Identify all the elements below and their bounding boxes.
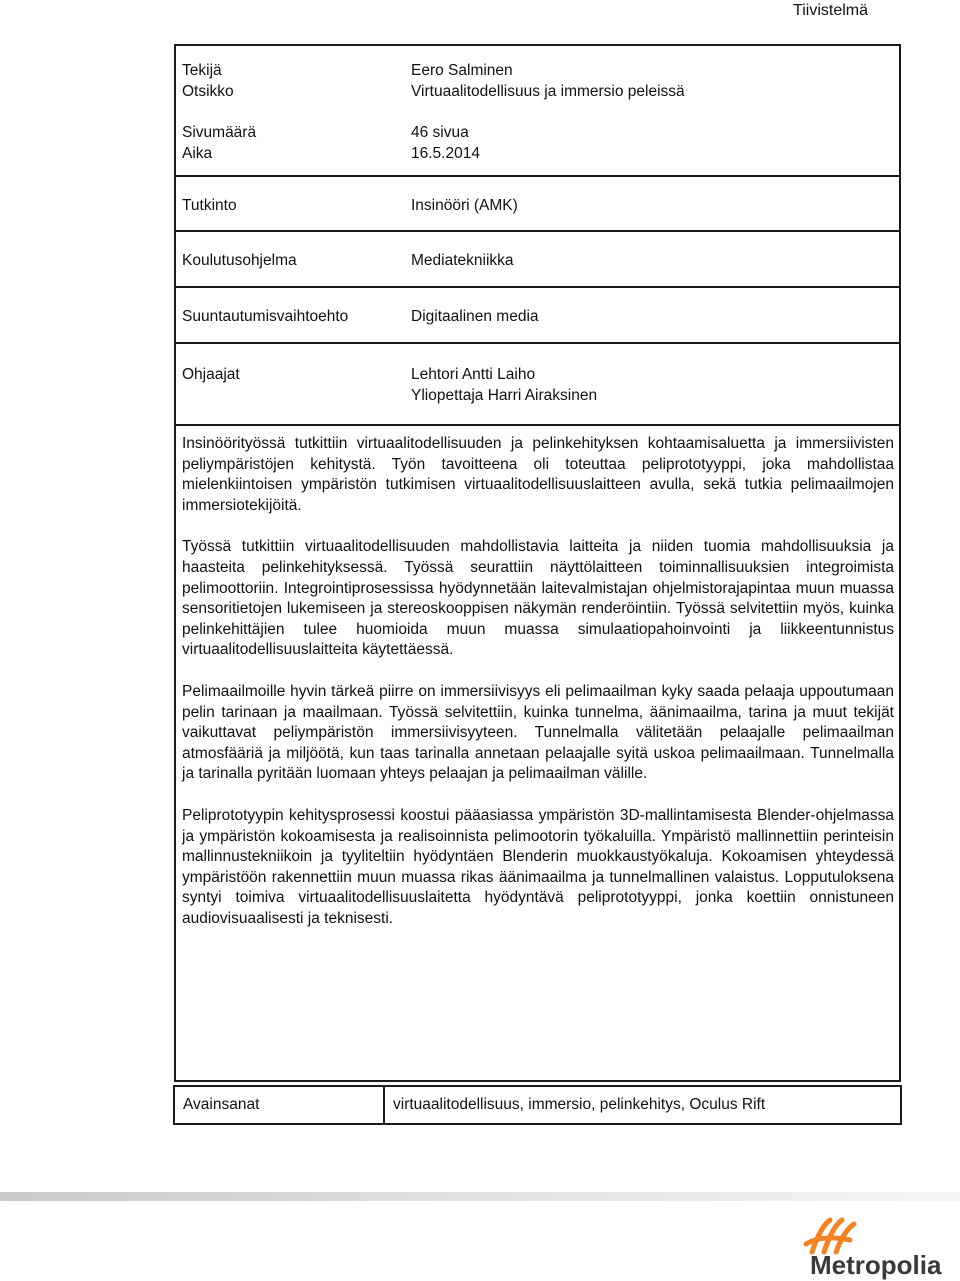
divider [174, 342, 901, 344]
keywords-value: virtuaalitodellisuus, immersio, pelinkehitys, Oculus Rift [393, 1096, 766, 1113]
programme-row [182, 250, 894, 271]
specialisation-row [182, 306, 894, 327]
date-label: Aika [182, 145, 213, 162]
metadata-block [182, 60, 894, 164]
degree-value: Insinööri (AMK) [411, 197, 518, 214]
pages-label: Sivumäärä [182, 124, 257, 141]
programme-label: Koulutusohjelma [182, 252, 297, 269]
abstract-paragraph: Työssä tutkittiin virtuaalitodellisuuden mahdollistavia laitteita ja niiden tuomia mahdollisuuksia ja haasteita pelinkehityksessä. Työssä seurattiin näyttölaitteen toiminnallisuuksien integroimista pelimoottoriin. Integrointiprosessissa hyödynnetään laitevalmistajan ohjelmistorajapintaa muun muassa sensoritietojen lukemiseen ja stereoskooppisen näkymän renderöintiin. Työssä selvitettiin myös, kuinka pelinkehittäjien tulee huomioida muun muassa simulaatiopahoinvointi ja liikkeentunnistus virtuaalitodellisuuslaitteita käytettäessä. [182, 538, 894, 659]
degree-row [182, 195, 894, 216]
abstract-paragraph: Pelimaailmoille hyvin tärkeä piirre on immersiivisyys eli pelimaailman kyky saada pelaaja uppoutumaan pelin tarinaan ja maailmaan. Työssä selvitettiin, kuinka tunnelma, äänimaailma, tarina ja muut tekijät vaikuttavat peliympäristön immersiivisyyteen. Tunnelmalla välitetään pelaajalle pelimaailman atmosfääriä ja miljöötä, kun taas tarinalla annetaan pelaajalle syitä uskoa pelimaailmaan. Tunnelmalla ja tarinalla pyritään luomaan yhteys pelaajan ja pelimaailman välille. [182, 682, 894, 783]
page-header-title: Tiivistelmä [793, 2, 868, 19]
divider [174, 175, 901, 177]
instructor-1: Lehtori Antti Laiho [411, 366, 536, 383]
abstract-paragraph: Peliprototyypin kehitysprosessi koostui pääasiassa ympäristön 3D-mallintamisesta Blender-ohjelmassa ja ympäristön kokoamisesta ja realisoinnista pelimootorin työkaluilla. Ympäristö mallinnettiin perinteisin mallinnustekniikoin ja tyyliteltiin hyödyntäen Blenderin muokkaustyökaluja. Kokoamisen yhteydessä ympäristöön rakennettiin muun muassa rikas äänimaailma ja tunnelmallinen valaistus. Lopputuloksena syntyi toimiva virtuaalitodellisuuslaitetta hyödyntävä peliprototyyppi, jonka koettiin onnistuneen audiovisuaalisesti ja teknisesti. [182, 806, 894, 927]
specialisation-value: Digitaalinen media [411, 308, 539, 325]
author-value: Eero Salminen [411, 62, 513, 79]
degree-label: Tutkinto [182, 197, 237, 214]
instructors-label: Ohjaajat [182, 366, 240, 383]
instructor-2: Yliopettaja Harri Airaksinen [411, 387, 598, 404]
author-label: Tekijä [182, 62, 222, 79]
pages-value: 46 sivua [411, 124, 469, 141]
date-value: 16.5.2014 [411, 145, 480, 162]
divider [174, 424, 901, 426]
abstract-body [182, 434, 894, 950]
logo-text: Metropolia [810, 1250, 942, 1280]
instructors-row [182, 364, 894, 406]
title-label: Otsikko [182, 83, 234, 100]
abstract-paragraph: Insinöörityössä tutkittiin virtuaalitodellisuuden ja pelinkehityksen kohtaamisaluetta ja immersiivisten peliympäristöjen kehitystä. Työn tavoitteena oli toteuttaa peliprototyyppi, joka mahdollistaa mielenkiintoisen ympäristön tutkimisen virtuaalitodellisuuslaitteen avulla, sekä tutkia pelimaailmojen immersiotekijöitä. [182, 435, 894, 514]
divider [174, 286, 901, 288]
programme-value: Mediatekniikka [411, 252, 514, 269]
title-value: Virtuaalitodellisuus ja immersio peleissä [411, 83, 685, 100]
keywords-label: Avainsanat [175, 1087, 385, 1123]
keywords-box [173, 1085, 902, 1125]
footer-rule [0, 1192, 960, 1201]
divider [174, 230, 901, 232]
specialisation-label: Suuntautumisvaihtoehto [182, 308, 349, 325]
